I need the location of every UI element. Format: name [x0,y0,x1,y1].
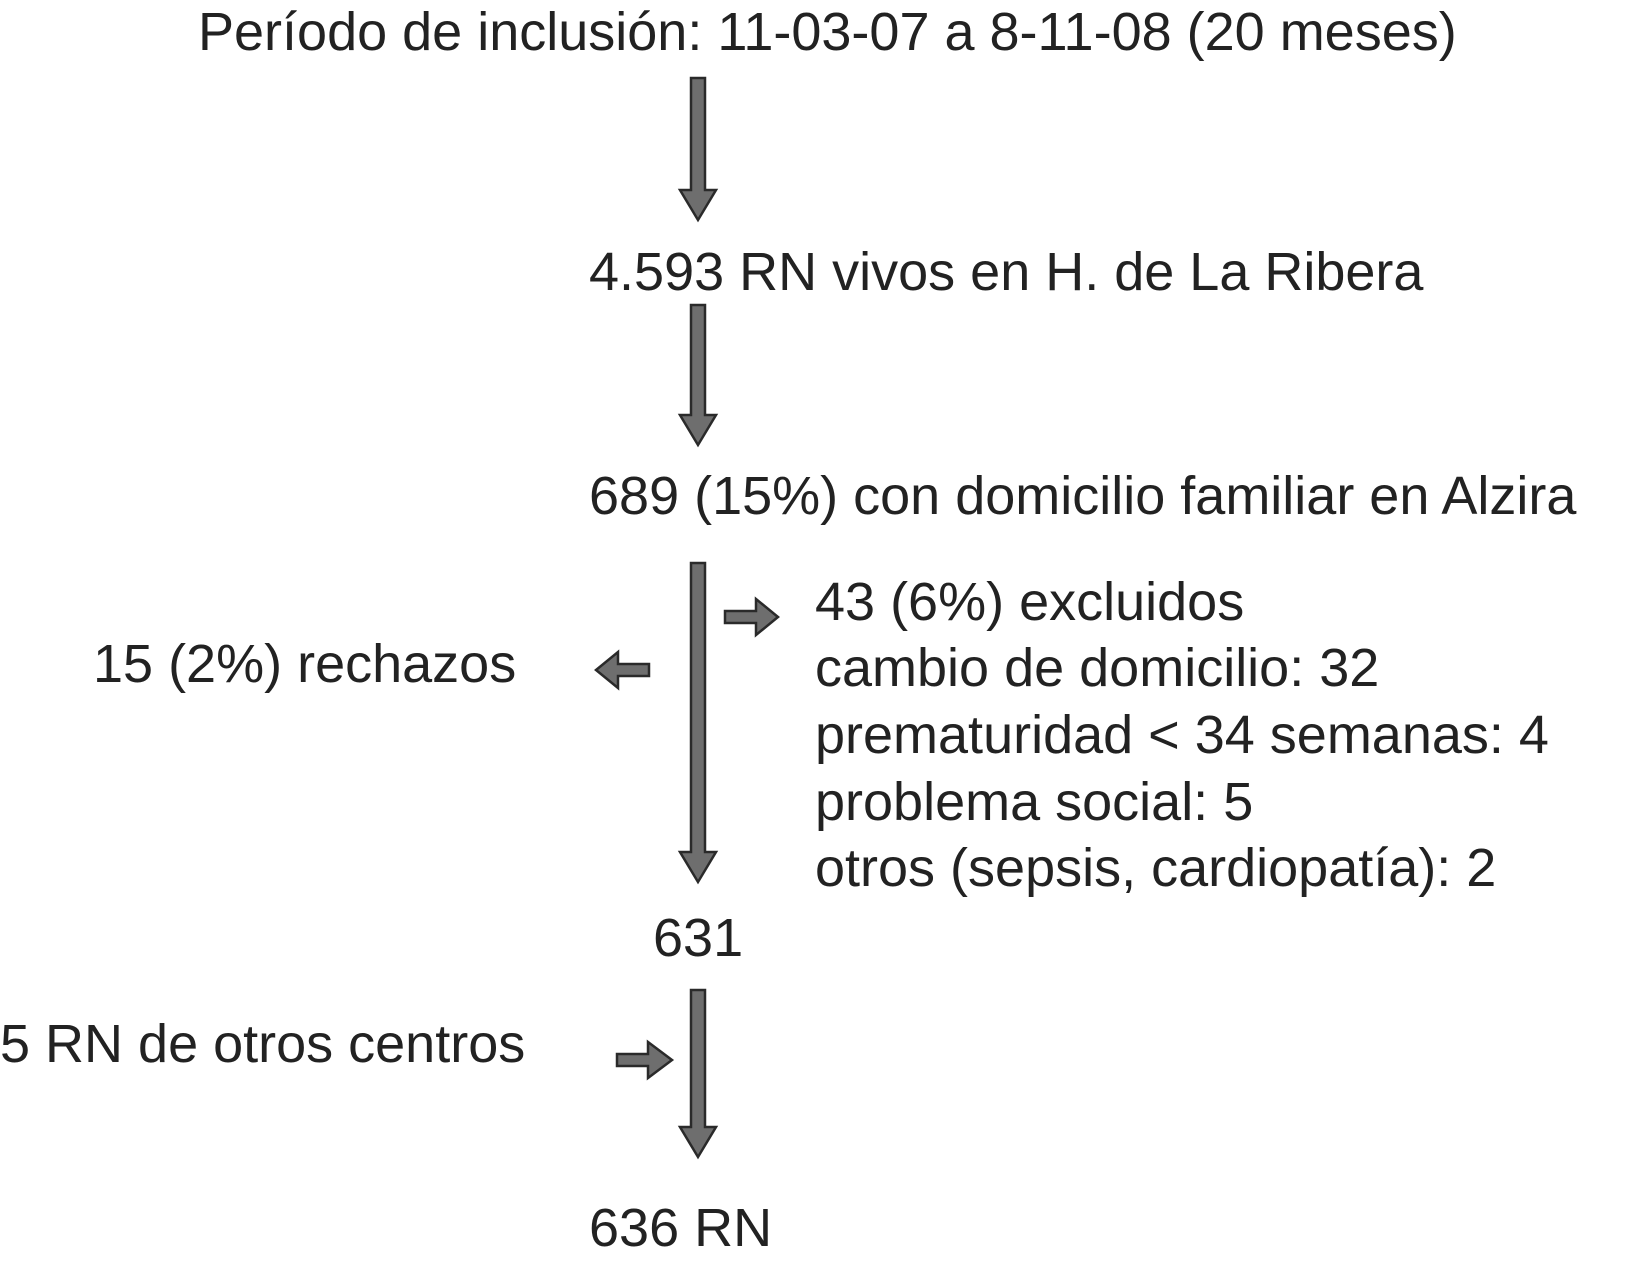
excluded-reason: problema social: 5 [815,772,1254,832]
other-centers-label: 5 RN de otros centros [0,1014,526,1074]
down-arrow-1 [680,78,716,220]
live-births-label: 4.593 RN vivos en H. de La Ribera [589,242,1424,302]
excluded-reason: cambio de domicilio: 32 [815,638,1380,698]
excluded-reason: otros (sepsis, cardiopatía): 2 [815,838,1497,898]
down-arrow-4 [680,990,716,1157]
after-exclusions-count: 631 [653,908,744,968]
excluded-reason: prematuridad < 34 semanas: 4 [815,705,1549,765]
right-arrow-other-centers [617,1042,672,1078]
alzira-residents-label: 689 (15%) con domicilio familiar en Alzira [589,466,1577,526]
down-arrow-2 [680,305,716,445]
down-arrow-3 [680,563,716,882]
excluded-heading: 43 (6%) excluidos [815,572,1245,632]
final-total-label: 636 RN [589,1198,773,1258]
left-arrow-rejections [596,652,649,688]
rejections-label: 15 (2%) rechazos [93,634,517,694]
right-arrow-excluded [725,599,778,635]
inclusion-period-label: Período de inclusión: 11-03-07 a 8-11-08 (20 meses) [198,2,1457,62]
